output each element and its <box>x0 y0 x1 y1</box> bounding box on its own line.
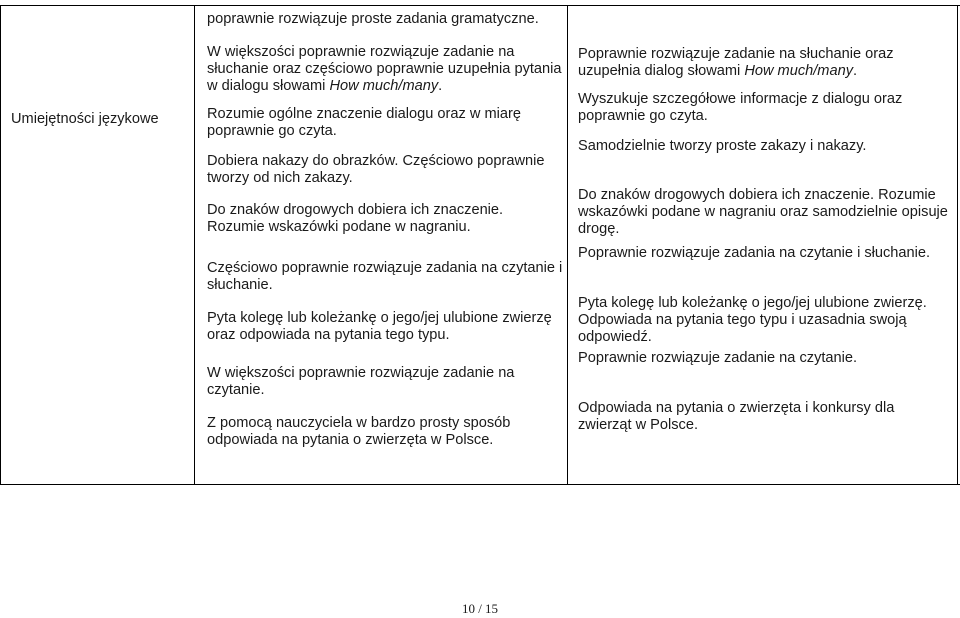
criterion-item: Pyta kolegę lub koleżankę o jego/jej ulubione zwierzę. Odpowiada na pytania tego typu i uzasadnia swoją odpowiedź. <box>578 295 927 345</box>
assessment-table <box>0 5 960 485</box>
criteria-column-right <box>578 46 950 434</box>
criterion-item: Z pomocą nauczyciela w bardzo prosty sposób odpowiada na pytania o zwierzęta w Polsce. <box>207 415 511 448</box>
criterion-italic: How much/many <box>744 63 853 79</box>
criteria-column-middle <box>207 11 563 449</box>
criterion-item: Pyta kolegę lub koleżankę o jego/jej ulubione zwierzę oraz odpowiada na pytania tego typu. <box>207 310 552 343</box>
criterion-item: Poprawnie rozwiązuje zadanie na słuchanie oraz uzupełnia dialog słowami How much/many. <box>578 46 894 79</box>
criterion-item: Dobiera nakazy do obrazków. Częściowo poprawnie tworzy od nich zakazy. <box>207 153 545 186</box>
criterion-item: Poprawnie rozwiązuje zadanie na czytanie. <box>578 350 858 366</box>
table-border-left <box>0 6 1 484</box>
criterion-item: Samodzielnie tworzy proste zakazy i nakazy. <box>578 138 867 154</box>
criterion-item: Rozumie ogólne znaczenie dialogu oraz w miarę poprawnie go czyta. <box>207 106 521 139</box>
page-number: 10 / 15 <box>461 601 499 616</box>
criterion-item: Odpowiada na pytania o zwierzęta i konkursy dla zwierząt w Polsce. <box>578 400 895 433</box>
criterion-italic: How much/many <box>329 78 439 94</box>
column-divider-1 <box>194 6 195 484</box>
table-border-right <box>957 6 958 484</box>
criterion-item: W większości poprawnie rozwiązuje zadanie na słuchanie oraz częściowo poprawnie uzupełnia pytania w dialogu słowami How much/many. <box>207 44 562 94</box>
criterion-item: Wyszukuje szczegółowe informacje z dialogu oraz poprawnie go czyta. <box>578 91 903 124</box>
criterion-item: poprawnie rozwiązuje proste zadania gramatyczne. <box>207 11 539 27</box>
row-label: Umiejętności językowe <box>11 111 159 127</box>
criterion-item: Do znaków drogowych dobiera ich znaczenie. Rozumie wskazówki podane w nagraniu. <box>207 202 504 235</box>
criterion-item: Do znaków drogowych dobiera ich znaczenie. Rozumie wskazówki podane w nagraniu oraz samodzielnie opisuje drogę. <box>578 187 948 237</box>
criterion-item: W większości poprawnie rozwiązuje zadanie na czytanie. <box>207 365 515 398</box>
criterion-item: Poprawnie rozwiązuje zadania na czytanie i słuchanie. <box>578 245 931 261</box>
column-divider-2 <box>567 6 568 484</box>
criterion-item: Częściowo poprawnie rozwiązuje zadania na czytanie i słuchanie. <box>207 260 563 293</box>
